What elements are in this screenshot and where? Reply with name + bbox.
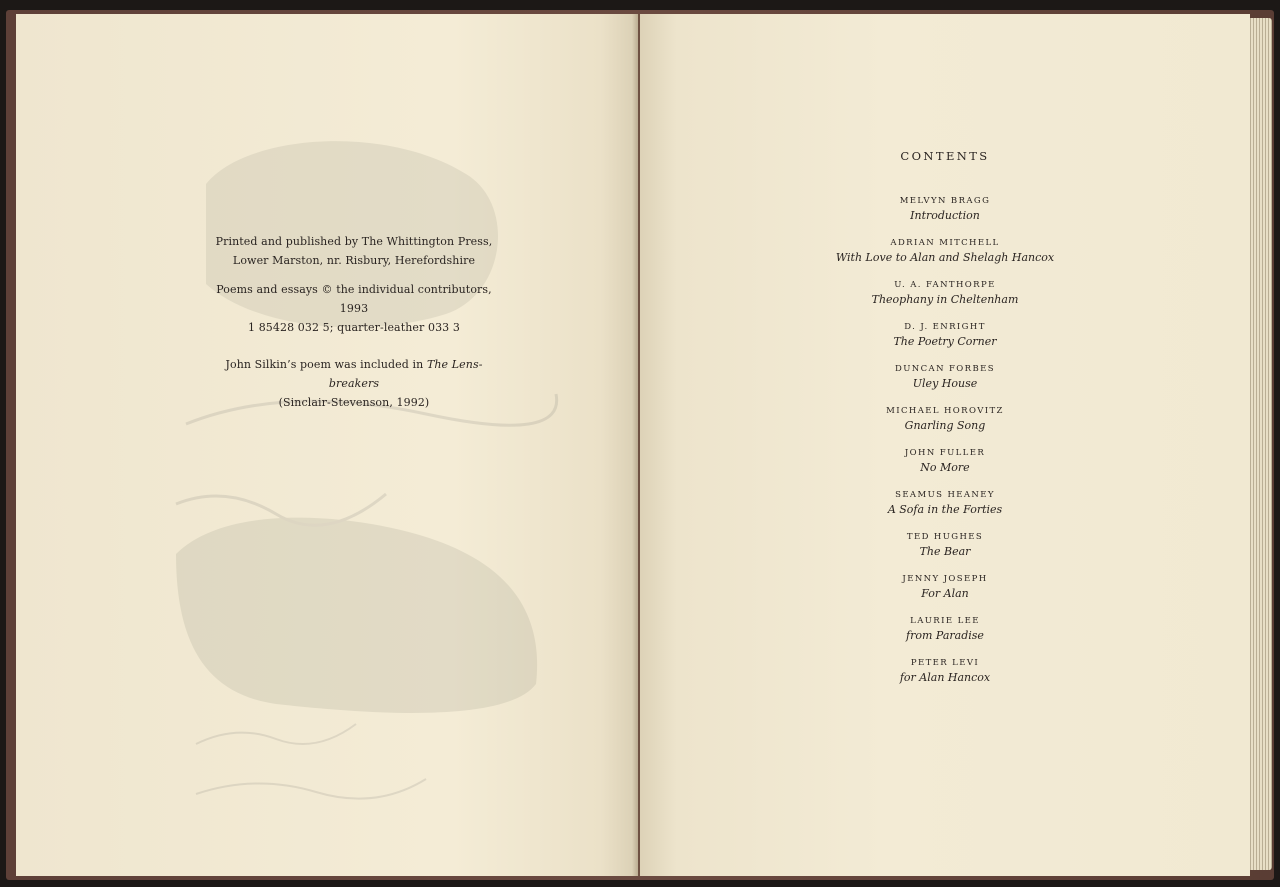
contents-entry (765, 657, 1125, 699)
entry-author: MICHAEL HOROVITZ (886, 406, 1004, 416)
entry-author: JOHN FULLER (904, 448, 986, 458)
entry-title: For Alan (921, 587, 969, 600)
entry-author: ADRIAN MITCHELL (890, 238, 1000, 248)
imprint-credit-prefix: John Silkin’s poem was included in (225, 358, 424, 371)
imprint-credit-publisher: (Sinclair-Stevenson, 1992) (278, 396, 430, 409)
contents-entry (765, 531, 1125, 573)
contents-entry (765, 321, 1125, 363)
contents-entry (765, 405, 1125, 447)
show-through-illustration (166, 124, 566, 824)
imprint-isbn-line: 1 85428 032 5; quarter-leather 033 3 (248, 321, 460, 334)
entry-title: With Love to Alan and Shelagh Hancox (835, 251, 1055, 264)
entry-title: from Paradise (906, 629, 984, 642)
imprint-address-line: Lower Marston, nr. Risbury, Herefordshire (232, 254, 476, 267)
contents-entry (765, 237, 1125, 279)
imprint-credit-title: The Lens-breakers (328, 358, 483, 390)
contents-heading: CONTENTS (900, 149, 990, 163)
right-page (640, 14, 1250, 876)
entry-author: D. J. ENRIGHT (904, 322, 986, 332)
entry-author: PETER LEVI (910, 658, 980, 668)
entry-title: Theophany in Cheltenham (871, 293, 1019, 306)
contents-entry (765, 279, 1125, 321)
contents-entry (765, 615, 1125, 657)
entry-title: The Poetry Corner (893, 335, 997, 348)
entry-author: MELVYN BRAGG (899, 196, 991, 206)
entry-author: U. A. FANTHORPE (894, 280, 996, 290)
entry-title: No More (920, 461, 970, 474)
contents-entry (765, 363, 1125, 405)
contents-list (765, 149, 1125, 699)
entry-author: TED HUGHES (906, 532, 984, 542)
entry-author: SEAMUS HEANEY (895, 490, 995, 500)
entry-title: A Sofa in the Forties (887, 503, 1003, 516)
imprint-block (204, 232, 504, 422)
entry-author: JENNY JOSEPH (902, 574, 988, 584)
contents-entry (765, 195, 1125, 237)
contents-entry (765, 573, 1125, 615)
entry-author: LAURIE LEE (910, 616, 980, 626)
contents-entry (765, 447, 1125, 489)
entry-title: Gnarling Song (904, 419, 986, 432)
contents-entry (765, 489, 1125, 531)
imprint-publisher-line: Printed and published by The Whittington Press, (215, 235, 493, 248)
entry-title: Introduction (910, 209, 980, 222)
entry-author: DUNCAN FORBES (895, 364, 995, 374)
entry-title: The Bear (919, 545, 971, 558)
page-edges (1248, 18, 1272, 870)
left-page (16, 14, 638, 876)
entry-title: for Alan Hancox (899, 671, 991, 684)
imprint-copyright-line: Poems and essays © the individual contributors, 1993 (216, 283, 492, 315)
entry-title: Uley House (912, 377, 978, 390)
